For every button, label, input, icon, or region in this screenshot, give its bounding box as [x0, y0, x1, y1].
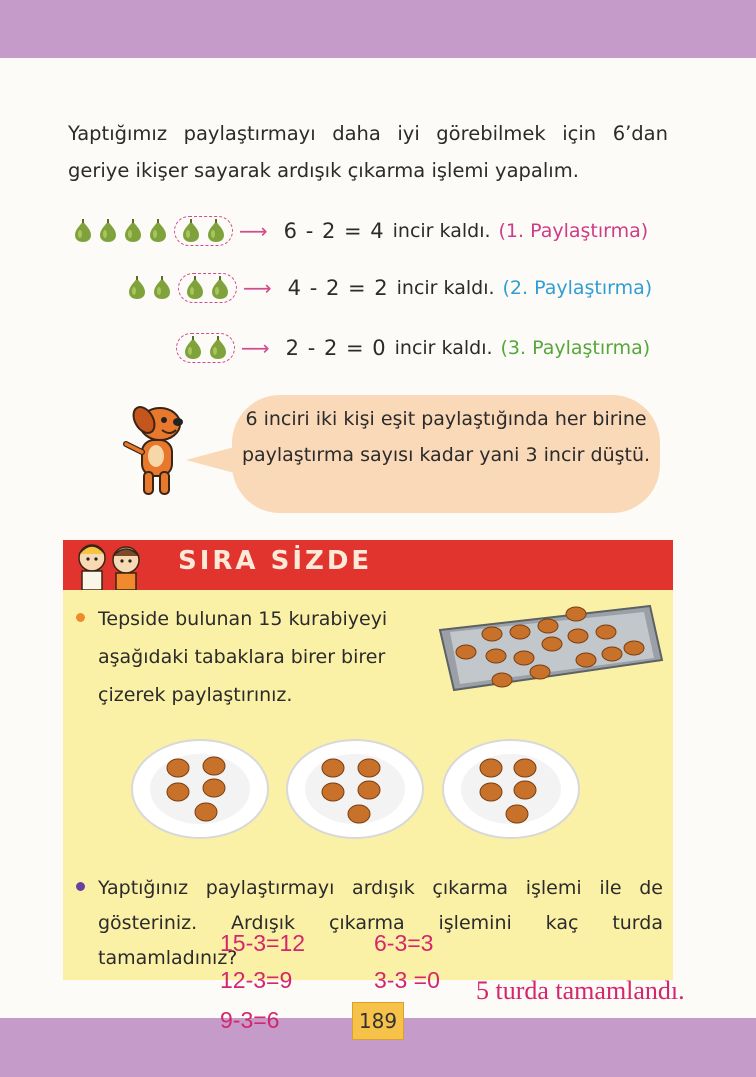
- fig-icon: [209, 276, 231, 300]
- fig-icon: [97, 219, 119, 243]
- remainder-text: incir kaldı.: [394, 337, 493, 359]
- ringed-figs: [178, 273, 237, 303]
- arrow-icon: ⟶: [243, 276, 272, 300]
- fig-group: [72, 216, 233, 246]
- fig-icon: [207, 336, 229, 360]
- fig-icon: [184, 276, 206, 300]
- equation: 4 - 2 = 2: [287, 276, 389, 300]
- step-row-2: [126, 268, 652, 308]
- ringed-figs: [174, 216, 233, 246]
- dog-icon: [112, 400, 192, 500]
- step-tag: (1. Paylaştırma): [498, 220, 649, 242]
- handwritten-step: 6-3=3: [374, 930, 434, 956]
- fig-icon: [72, 219, 94, 243]
- bullet-dot: [76, 613, 85, 622]
- remainder-text: incir kaldı.: [396, 277, 495, 299]
- arrow-icon: ⟶: [239, 219, 268, 243]
- ringed-figs: [176, 333, 235, 363]
- fig-icon: [126, 276, 148, 300]
- bubble-tail: [186, 446, 238, 474]
- handwritten-step: 9-3=6: [220, 1007, 280, 1033]
- fig-group: [174, 333, 235, 363]
- fig-icon: [205, 219, 227, 243]
- plate-icon: [130, 738, 270, 840]
- fig-icon: [122, 219, 144, 243]
- step-tag: (3. Paylaştırma): [500, 337, 651, 359]
- question-2: Yaptığınız paylaştırmayı ardışık çıkarma işlemi ile de gösteriniz. Ardışık çıkarma işlemini kaç turda tamamladınız?: [98, 877, 663, 969]
- top-band: [0, 0, 756, 58]
- step-row-3: [174, 328, 650, 368]
- fig-icon: [147, 219, 169, 243]
- step-row-1: [72, 211, 648, 251]
- arrow-icon: ⟶: [241, 336, 270, 360]
- handwritten-step: 12-3=9: [220, 967, 293, 993]
- plate-icon: [441, 738, 581, 840]
- equation: 6 - 2 = 4: [283, 219, 385, 243]
- fig-icon: [182, 336, 204, 360]
- kids-icon: [70, 538, 150, 590]
- bullet-dot: [76, 882, 85, 891]
- handwritten-step: 15-3=12: [220, 930, 306, 956]
- fig-icon: [151, 276, 173, 300]
- remainder-text: incir kaldı.: [392, 220, 491, 242]
- page-number: 189: [352, 1002, 404, 1040]
- question-1: Tepside bulunan 15 kurabiyeyi aşağıdaki tabaklara birer birer çizerek paylaştırınız.: [98, 608, 388, 706]
- section-title: SIRA SİZDE: [178, 546, 373, 576]
- plate-icon: [285, 738, 425, 840]
- handwritten-step: 3-3 =0: [374, 967, 440, 993]
- speech-bubble: 6 inciri iki kişi eşit paylaştığında her birine paylaştırma sayısı kadar yani 3 incir düştü.: [232, 395, 660, 513]
- intro-paragraph: Yaptığımız paylaştırmayı daha iyi görebilmek için 6’dan geriye ikişer sayarak ardışık çıkarma işlemi yapalım.: [68, 122, 668, 182]
- fig-group: [126, 273, 237, 303]
- equation: 2 - 2 = 0: [285, 336, 387, 360]
- handwritten-answer: 5 turda tamamlandı.: [476, 976, 685, 1005]
- fig-icon: [180, 219, 202, 243]
- cookie-tray-icon: [430, 600, 665, 695]
- step-tag: (2. Paylaştırma): [502, 277, 653, 299]
